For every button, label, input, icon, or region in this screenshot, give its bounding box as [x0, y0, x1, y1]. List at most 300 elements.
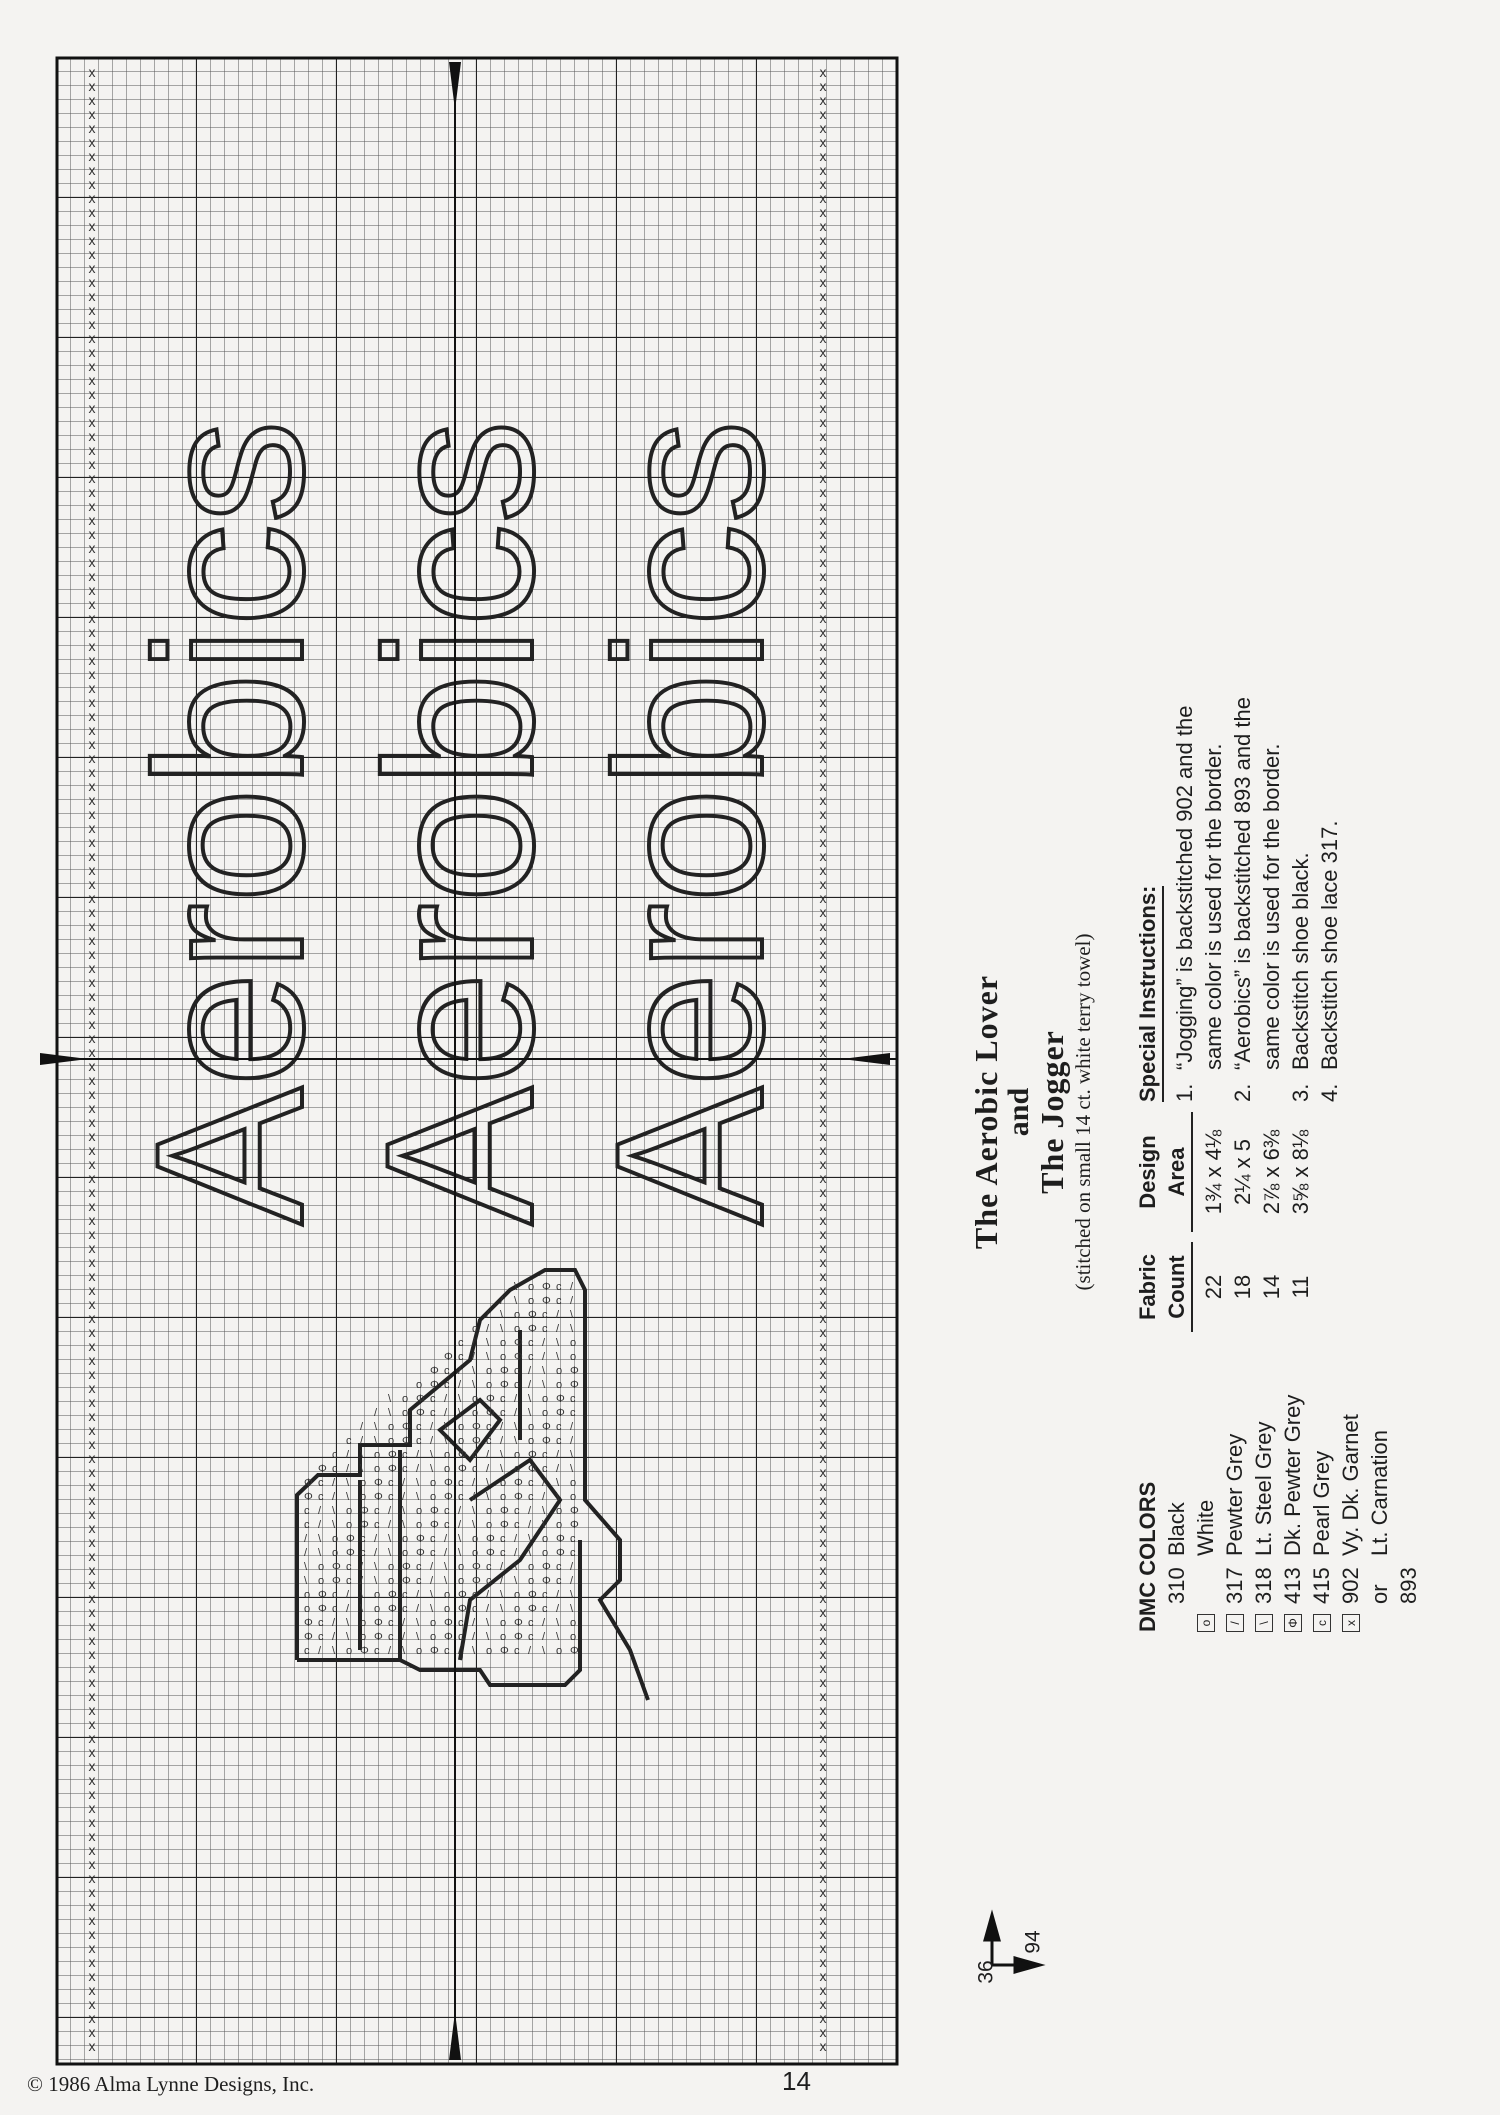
- shoe-stitch: /: [430, 1421, 434, 1433]
- border-stitch: x: [88, 190, 96, 206]
- shoe-stitch: c: [528, 1617, 534, 1629]
- shoe-stitch: c: [556, 1435, 562, 1447]
- border-stitch: x: [819, 1268, 827, 1284]
- border-stitch: x: [88, 484, 96, 500]
- border-stitch: x: [819, 1618, 827, 1634]
- shoe-stitch: c: [500, 1407, 506, 1419]
- shoe-stitch: o: [444, 1603, 451, 1615]
- fabric-value: 11: [1288, 1275, 1313, 1299]
- shoe-stitch: o: [500, 1337, 507, 1349]
- border-stitch: x: [819, 344, 827, 360]
- shoe-stitch: /: [444, 1533, 448, 1545]
- shoe-stitch: o: [514, 1323, 521, 1335]
- border-stitch: x: [819, 414, 827, 430]
- border-stitch: x: [819, 1394, 827, 1410]
- border-stitch: x: [88, 554, 96, 570]
- instruction-number: 4.: [1317, 1083, 1342, 1102]
- shoe-stitch: /: [332, 1617, 336, 1629]
- shoe-stitch: /: [500, 1295, 504, 1307]
- border-stitch: x: [819, 302, 827, 318]
- shoe-stitch: \: [570, 1449, 574, 1461]
- shoe-stitch: \: [374, 1421, 378, 1433]
- shoe-stitch: \: [416, 1617, 420, 1629]
- shoe-stitch: c: [444, 1505, 450, 1517]
- border-stitch: x: [88, 372, 96, 388]
- shoe-stitch: /: [556, 1449, 560, 1461]
- shoe-stitch: Φ: [528, 1589, 537, 1601]
- dmc-row: [1191, 1362, 1220, 1632]
- shoe-stitch: /: [458, 1519, 462, 1531]
- shoe-stitch: o: [472, 1407, 479, 1419]
- shoe-stitch: /: [542, 1631, 546, 1643]
- border-stitch: x: [819, 1226, 827, 1242]
- shoe-stitch: \: [430, 1589, 434, 1601]
- shoe-stitch: o: [444, 1463, 451, 1475]
- border-stitch: x: [88, 2024, 96, 2040]
- shoe-stitch: /: [374, 1407, 378, 1419]
- border-stitch: x: [819, 1730, 827, 1746]
- shoe-stitch: c: [528, 1477, 534, 1489]
- shoe-stitch: o: [486, 1519, 493, 1531]
- border-stitch: x: [819, 722, 827, 738]
- border-stitch: x: [819, 792, 827, 808]
- shoe-stitch: c: [444, 1645, 450, 1657]
- border-stitch: x: [819, 358, 827, 374]
- shoe-stitch: \: [542, 1505, 546, 1517]
- border-stitch: x: [819, 666, 827, 682]
- shoe-stitch: o: [570, 1477, 577, 1489]
- shoe-stitch: Φ: [402, 1435, 411, 1447]
- shoe-stitch: \: [472, 1379, 476, 1391]
- border-stitch: x: [88, 624, 96, 640]
- shoe-stitch: c: [486, 1421, 492, 1433]
- shoe-stitch: /: [444, 1407, 448, 1419]
- border-stitch: x: [88, 582, 96, 598]
- shoe-stitch: o: [444, 1449, 451, 1461]
- shoe-stitch: /: [570, 1435, 574, 1447]
- shoe-stitch: c: [332, 1603, 338, 1615]
- border-stitch: x: [819, 1996, 827, 2012]
- shoe-stitch: /: [528, 1645, 532, 1657]
- border-stitch: x: [819, 1338, 827, 1354]
- shoe-stitch: Φ: [514, 1491, 523, 1503]
- border-stitch: x: [819, 134, 827, 150]
- dmc-color-name: Lt. Carnation: [1367, 1430, 1392, 1556]
- border-stitch: x: [819, 1828, 827, 1844]
- border-stitch: x: [88, 64, 96, 80]
- border-stitch: x: [819, 1002, 827, 1018]
- border-stitch: x: [819, 554, 827, 570]
- fabric-count-column: [1133, 1242, 1315, 1332]
- shoe-stitch: /: [332, 1631, 336, 1643]
- shoe-stitch: o: [570, 1617, 577, 1629]
- instruction-number: 2.: [1230, 1083, 1255, 1102]
- shoe-stitch: /: [388, 1519, 392, 1531]
- shoe-stitch: c: [542, 1309, 548, 1321]
- shoe-stitch: \: [556, 1477, 560, 1489]
- shoe-stitch: \: [500, 1463, 504, 1475]
- border-stitch: x: [819, 316, 827, 332]
- shoe-stitch: Φ: [416, 1407, 425, 1419]
- shoe-stitch: Φ: [374, 1477, 383, 1489]
- border-stitch: x: [819, 1030, 827, 1046]
- aerobics-lettering: [112, 407, 807, 1225]
- dmc-row: [1365, 1362, 1423, 1632]
- border-stitch: x: [819, 1044, 827, 1060]
- shoe-stitch: c: [528, 1337, 534, 1349]
- border-stitch: x: [88, 820, 96, 836]
- special-heading: Special Instructions:: [1133, 886, 1164, 1102]
- border-stitch: x: [88, 148, 96, 164]
- shoe-stitch: c: [430, 1547, 436, 1559]
- shoe-stitch: /: [332, 1491, 336, 1503]
- border-stitch: x: [819, 1758, 827, 1774]
- shoe-stitch: /: [500, 1561, 504, 1573]
- shoe-stitch: Φ: [472, 1561, 481, 1573]
- shoe-stitch: o: [346, 1505, 353, 1517]
- border-stitch: x: [819, 1562, 827, 1578]
- shoe-stitch: /: [514, 1393, 518, 1405]
- border-stitch: x: [819, 1464, 827, 1480]
- shoe-stitch: \: [430, 1449, 434, 1461]
- border-stitch: x: [819, 1310, 827, 1326]
- shoe-stitch: Φ: [486, 1393, 495, 1405]
- shoe-stitch: o: [542, 1547, 549, 1559]
- border-stitch: x: [819, 1352, 827, 1368]
- shoe-stitch: c: [514, 1365, 520, 1377]
- shoe-stitch: c: [570, 1547, 576, 1559]
- shoe-stitch: \: [570, 1323, 574, 1335]
- design-header-2: Area: [1164, 1147, 1189, 1197]
- shoe-stitch: Φ: [570, 1519, 579, 1531]
- border-stitch: x: [88, 568, 96, 584]
- shoe-stitch: /: [486, 1323, 490, 1335]
- title-line-3: The Jogger: [1034, 1030, 1070, 1194]
- shoe-stitch: \: [556, 1351, 560, 1363]
- shoe-stitch: /: [542, 1491, 546, 1503]
- border-stitch: x: [88, 806, 96, 822]
- shoe-stitch: o: [556, 1365, 563, 1377]
- shoe-stitch: Φ: [570, 1645, 579, 1657]
- dmc-row: [1307, 1362, 1336, 1632]
- border-stitch: x: [88, 1912, 96, 1928]
- border-stitch: x: [88, 1422, 96, 1438]
- border-stitch: x: [88, 1324, 96, 1340]
- shoe-stitch: o: [486, 1365, 493, 1377]
- shoe-stitch: c: [458, 1491, 464, 1503]
- shoe-stitch: o: [570, 1631, 577, 1643]
- shoe-stitch: \: [416, 1631, 420, 1643]
- shoe-stitch: \: [514, 1561, 518, 1573]
- shoe-stitch: \: [346, 1631, 350, 1643]
- shoe-stitch: Φ: [430, 1365, 439, 1377]
- border-stitch: x: [88, 358, 96, 374]
- shoe-stitch: /: [528, 1379, 532, 1391]
- border-stitch: x: [88, 512, 96, 528]
- symbol: x: [1342, 1614, 1360, 1632]
- instruction-item: [1170, 472, 1228, 1102]
- shoe-stitch: /: [402, 1491, 406, 1503]
- border-stitch: x: [819, 274, 827, 290]
- shoe-stitch: Φ: [486, 1547, 495, 1559]
- dmc-number: or 893: [1367, 1567, 1421, 1604]
- shoe-stitch: o: [486, 1505, 493, 1517]
- shoe-stitch: c: [528, 1631, 534, 1643]
- shoe-stitch: /: [360, 1421, 364, 1433]
- border-stitch: x: [88, 778, 96, 794]
- border-stitch: x: [88, 1142, 96, 1158]
- border-stitch: x: [819, 1058, 827, 1074]
- shoe-stitch: \: [556, 1631, 560, 1643]
- shoe-stitch: /: [304, 1533, 308, 1545]
- shoe-stitch: c: [346, 1561, 352, 1573]
- shoe-stitch: c: [472, 1449, 478, 1461]
- border-stitch: x: [88, 666, 96, 682]
- shoe-stitch: \: [360, 1603, 364, 1615]
- shoe-stitch: Φ: [444, 1351, 453, 1363]
- border-stitch: x: [88, 974, 96, 990]
- border-stitch: x: [88, 1548, 96, 1564]
- shoe-stitch: \: [472, 1519, 476, 1531]
- border-stitch: x: [819, 120, 827, 136]
- shoe-stitch: c: [332, 1589, 338, 1601]
- shoe-stitch: o: [556, 1379, 563, 1391]
- shoe-stitch: c: [528, 1491, 534, 1503]
- border-stitch: x: [88, 876, 96, 892]
- instruction-item: [1286, 472, 1315, 1102]
- shoe-stitch: o: [388, 1421, 395, 1433]
- shoe-stitch: \: [318, 1533, 322, 1545]
- border-stitch: x: [819, 1814, 827, 1830]
- shoe-stitch: c: [318, 1617, 324, 1629]
- border-stitch: x: [88, 1478, 96, 1494]
- shoe-stitch: /: [360, 1575, 364, 1587]
- shoe-stitch: \: [374, 1561, 378, 1573]
- shoe-stitch: o: [388, 1435, 395, 1447]
- stitch-symbol-icon: [1220, 1604, 1249, 1632]
- border-stitch: x: [819, 596, 827, 612]
- border-stitch: x: [88, 722, 96, 738]
- border-stitch: x: [819, 64, 827, 80]
- shoe-stitch: Φ: [556, 1547, 565, 1559]
- border-stitch: x: [819, 106, 827, 122]
- shoe-stitch: /: [570, 1295, 574, 1307]
- shoe-stitch: \: [500, 1323, 504, 1335]
- shoe-stitch: o: [430, 1617, 437, 1629]
- border-stitch: x: [819, 708, 827, 724]
- shoe-stitch: c: [542, 1603, 548, 1615]
- border-stitch: x: [819, 372, 827, 388]
- shoe-stitch: c: [556, 1561, 562, 1573]
- shoe-stitch: o: [360, 1631, 367, 1643]
- shoe-stitch: \: [556, 1617, 560, 1629]
- dmc-row: [1278, 1362, 1307, 1632]
- shoe-stitch: o: [304, 1589, 311, 1601]
- shoe-stitch: /: [374, 1533, 378, 1545]
- design-value: 2¼ x 5: [1230, 1138, 1255, 1206]
- shoe-stitch: \: [542, 1519, 546, 1531]
- shoe-stitch: Φ: [388, 1463, 397, 1475]
- shoe-stitch: Φ: [402, 1575, 411, 1587]
- shoe-stitch: o: [374, 1603, 381, 1615]
- shoe-stitch: o: [556, 1505, 563, 1517]
- border-stitch: x: [819, 400, 827, 416]
- border-stitch: x: [88, 1618, 96, 1634]
- shoe-stitch: c: [514, 1505, 520, 1517]
- border-stitch: x: [819, 386, 827, 402]
- shoe-stitch: \: [500, 1589, 504, 1601]
- border-stitch: x: [88, 1590, 96, 1606]
- shoe-stitch: \: [514, 1575, 518, 1587]
- border-stitch: x: [88, 750, 96, 766]
- pattern-info-panel: [968, 462, 1448, 1662]
- shoe-stitch: \: [472, 1505, 476, 1517]
- stitch-symbol-icon: [1249, 1604, 1278, 1632]
- fabric-header-1: Fabric: [1135, 1253, 1160, 1321]
- shoe-stitch: Φ: [542, 1421, 551, 1433]
- shoe-stitch: Φ: [416, 1547, 425, 1559]
- shoe-stitch: /: [570, 1421, 574, 1433]
- border-stitch: x: [819, 876, 827, 892]
- shoe-stitch: Φ: [346, 1533, 355, 1545]
- shoe-stitch: Φ: [388, 1449, 397, 1461]
- shoe-stitch: Φ: [332, 1561, 341, 1573]
- shoe-stitch: /: [304, 1547, 308, 1559]
- border-stitch: x: [88, 1632, 96, 1648]
- border-stitch: x: [819, 1212, 827, 1228]
- shoe-stitch: o: [374, 1589, 381, 1601]
- border-stitch: x: [88, 1954, 96, 1970]
- border-stitch: x: [88, 1016, 96, 1032]
- shoe-stitch: c: [514, 1519, 520, 1531]
- border-stitch: x: [819, 2024, 827, 2040]
- shoe-stitch: /: [570, 1561, 574, 1573]
- shoe-stitch: \: [458, 1393, 462, 1405]
- border-stitch: x: [819, 1016, 827, 1032]
- shoe-stitch: /: [458, 1645, 462, 1657]
- border-stitch: x: [88, 610, 96, 626]
- shoe-stitch: o: [402, 1533, 409, 1545]
- shoe-stitch: o: [458, 1435, 465, 1447]
- shoe-stitch: /: [500, 1421, 504, 1433]
- shoe-stitch: /: [528, 1365, 532, 1377]
- border-stitch: x: [819, 1492, 827, 1508]
- dmc-color-name: Lt. Steel Grey: [1251, 1421, 1276, 1556]
- border-stitch: x: [819, 974, 827, 990]
- border-stitch: x: [819, 1674, 827, 1690]
- dmc-row: [1162, 1362, 1191, 1632]
- border-stitch: x: [819, 176, 827, 192]
- shoe-stitch: Φ: [304, 1617, 313, 1629]
- shoe-stitch: \: [514, 1421, 518, 1433]
- instruction-line: “Aerobics” is backstitched 893 and the: [1230, 697, 1255, 1070]
- border-stitch: x: [88, 1100, 96, 1116]
- shoe-stitch: o: [500, 1491, 507, 1503]
- border-stitch: x: [819, 946, 827, 962]
- stitch-width: 94: [1021, 1930, 1045, 1954]
- shoe-stitch: \: [388, 1547, 392, 1559]
- dmc-color-name: Vy. Dk. Garnet: [1338, 1414, 1363, 1556]
- border-stitch: x: [819, 1576, 827, 1592]
- border-stitch: x: [88, 330, 96, 346]
- shoe-stitch: Φ: [528, 1603, 537, 1615]
- shoe-stitch: o: [360, 1617, 367, 1629]
- border-stitch: x: [88, 1520, 96, 1536]
- border-stitch: x: [88, 526, 96, 542]
- shoe-stitch: o: [514, 1449, 521, 1461]
- border-stitch: x: [88, 1884, 96, 1900]
- symbol: Φ: [1284, 1614, 1302, 1632]
- border-stitch: x: [88, 1282, 96, 1298]
- shoe-stitch: /: [472, 1477, 476, 1489]
- border-stitch: x: [819, 540, 827, 556]
- border-stitch: x: [88, 1786, 96, 1802]
- shoe-stitch: /: [528, 1519, 532, 1531]
- shoe-stitch: c: [416, 1575, 422, 1587]
- border-stitch: x: [88, 106, 96, 122]
- border-stitch: x: [819, 862, 827, 878]
- symbol: /: [1226, 1614, 1244, 1632]
- shoe-stitch: Φ: [570, 1365, 579, 1377]
- border-stitch: x: [88, 344, 96, 360]
- shoe-stitch: Φ: [542, 1281, 551, 1293]
- shoe-stitch: c: [458, 1337, 464, 1349]
- border-stitch: x: [819, 470, 827, 486]
- shoe-stitch: /: [472, 1617, 476, 1629]
- shoe-stitch: c: [374, 1645, 380, 1657]
- shoe-stitch: c: [486, 1561, 492, 1573]
- shoe-stitch: \: [304, 1575, 308, 1587]
- shoe-stitch: /: [374, 1547, 378, 1559]
- border-stitch: x: [88, 218, 96, 234]
- border-stitch: x: [819, 1604, 827, 1620]
- shoe-stitch: c: [304, 1519, 310, 1531]
- shoe-stitch: o: [332, 1547, 339, 1559]
- shoe-stitch: Φ: [360, 1519, 369, 1531]
- shoe-stitch: \: [444, 1421, 448, 1433]
- border-stitch: x: [819, 736, 827, 752]
- border-stitch: x: [88, 1604, 96, 1620]
- shoe-stitch: c: [360, 1533, 366, 1545]
- shoe-stitch: c: [556, 1281, 562, 1293]
- shoe-stitch: c: [360, 1547, 366, 1559]
- border-stitch: x: [88, 274, 96, 290]
- shoe-stitch: o: [542, 1407, 549, 1419]
- shoe-stitch: /: [542, 1477, 546, 1489]
- shoe-stitch: c: [402, 1463, 408, 1475]
- border-stitch: x: [819, 246, 827, 262]
- shoe-stitch: o: [472, 1393, 479, 1405]
- shoe-stitch: /: [486, 1463, 490, 1475]
- border-stitch: x: [819, 1954, 827, 1970]
- border-stitch: x: [819, 526, 827, 542]
- border-stitch: x: [819, 932, 827, 948]
- border-stitch: x: [88, 1226, 96, 1242]
- page-number: 14: [782, 2066, 811, 2096]
- shoe-stitch: /: [472, 1491, 476, 1503]
- shoe-stitch: o: [388, 1575, 395, 1587]
- shoe-stitch: \: [486, 1631, 490, 1643]
- shoe-stitch: \: [570, 1589, 574, 1601]
- shoe-stitch: /: [318, 1505, 322, 1517]
- shoe-stitch: /: [486, 1449, 490, 1461]
- shoe-stitch: Φ: [500, 1379, 509, 1391]
- border-stitch: x: [88, 456, 96, 472]
- border-stitch: x: [819, 1422, 827, 1438]
- shoe-stitch: o: [360, 1491, 367, 1503]
- border-stitch: x: [819, 1478, 827, 1494]
- border-stitch: x: [88, 1534, 96, 1550]
